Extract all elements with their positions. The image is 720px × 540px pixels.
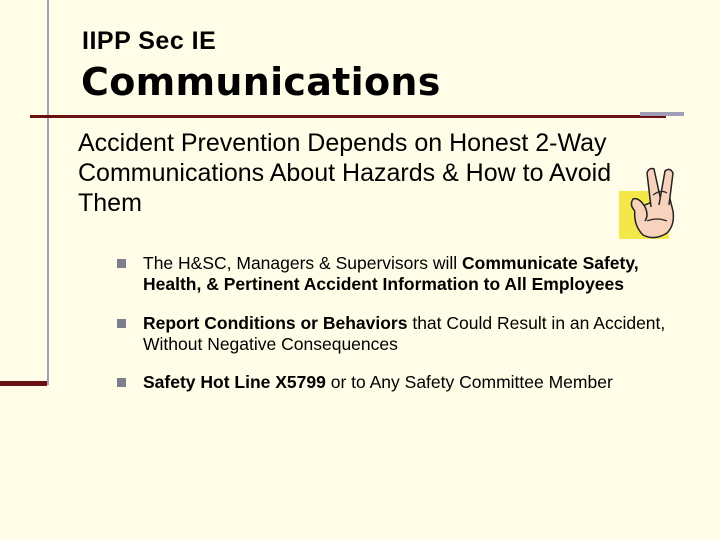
left-accent-bar bbox=[0, 0, 49, 385]
bullet-item bbox=[117, 253, 677, 296]
bullet-text: that Could Result in an Accident, Without Negative Consequences bbox=[143, 312, 666, 355]
title-divider bbox=[30, 115, 666, 118]
bullet-list bbox=[117, 253, 677, 411]
bullet-item bbox=[117, 372, 677, 393]
square-bullet-icon bbox=[117, 319, 126, 328]
title-divider-accent bbox=[640, 112, 684, 116]
bullet-text: The H&SC, Managers & Supervisors will bbox=[143, 253, 462, 273]
bullet-text: or to Any Safety Committee Member bbox=[325, 372, 613, 393]
bullet-item bbox=[117, 313, 677, 356]
bullet-text-bold: Communicate Safety, Health, & Pertinent Accident Information to All Employees bbox=[143, 253, 639, 295]
lead-text: Accident Prevention Depends on Honest 2-Way Communications About Hazards & How to Avoid Them bbox=[78, 129, 612, 217]
left-accent-cap bbox=[0, 381, 47, 386]
square-bullet-icon bbox=[117, 378, 126, 387]
crossed-fingers-hand-icon bbox=[617, 165, 687, 241]
bullet-text-bold: Safety Hot Line X5799 bbox=[143, 372, 326, 393]
square-bullet-icon bbox=[117, 259, 126, 268]
bullet-text-bold: Report Conditions or Behaviors bbox=[143, 312, 408, 333]
slide-title: Communications bbox=[81, 60, 441, 104]
slide-subtitle: IIPP Sec IE bbox=[82, 27, 217, 55]
